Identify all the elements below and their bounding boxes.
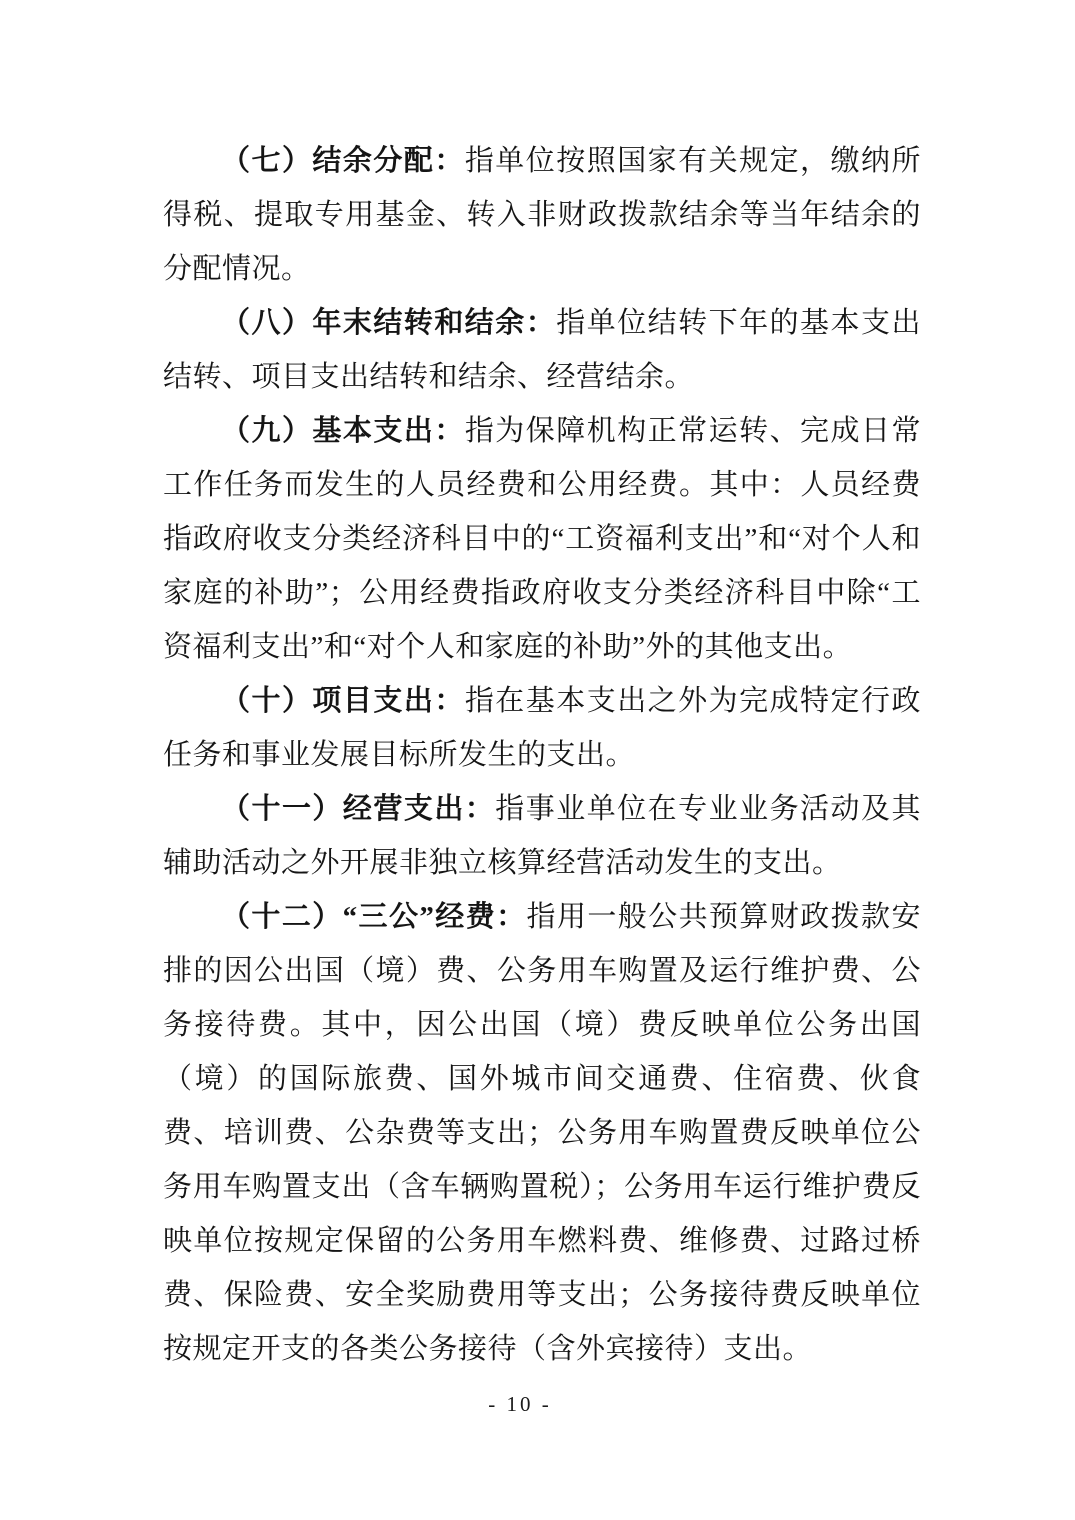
paragraph-heading: （七）结余分配： xyxy=(221,145,465,177)
paragraph-text: 指在基本支出之外为完成特定行政任务和事业发展目标所发生的支出。 xyxy=(163,685,921,771)
paragraph-item-9 xyxy=(163,404,921,674)
page-number: - 10 - xyxy=(488,1392,552,1416)
paragraph-item-8 xyxy=(163,296,921,404)
paragraph-text: 指事业单位在专业业务活动及其辅助活动之外开展非独立核算经营活动发生的支出。 xyxy=(163,793,921,879)
paragraph-heading: （十）项目支出： xyxy=(221,685,465,717)
paragraph-item-11 xyxy=(163,782,921,890)
paragraph-heading: （八）年末结转和结余： xyxy=(221,307,557,339)
paragraph-item-7 xyxy=(163,134,921,296)
paragraph-item-10 xyxy=(163,674,921,782)
paragraph-text: 指单位按照国家有关规定，缴纳所得税、提取专用基金、转入非财政拨款结余等当年结余的分配情况。 xyxy=(163,145,921,285)
paragraph-text: 指用一般公共预算财政拨款安排的因公出国（境）费、公务用车购置及运行维护费、公务接待费。其中，因公出国（境）费反映单位公务出国（境）的国际旅费、国外城市间交通费、住宿费、伙食费、培训费、公杂费等支出；公务用车购置费反映单位公务用车购置支出（含车辆购置税）；公务用车运行维护费反映单位按规定保留的公务用车燃料费、维修费、过路过桥费、保险费、安全奖励费用等支出；公务接待费反映单位按规定开支的各类公务接待（含外宾接待）支出。 xyxy=(163,901,921,1365)
paragraph-heading: （十一）经营支出： xyxy=(221,793,496,825)
document-body xyxy=(163,134,921,1376)
paragraph-text: 指为保障机构正常运转、完成日常工作任务而发生的人员经费和公用经费。其中：人员经费指政府收支分类经济科目中的“工资福利支出”和“对个人和家庭的补助”；公用经费指政府收支分类经济科目中除“工资福利支出”和“对个人和家庭的补助”外的其他支出。 xyxy=(163,415,921,663)
paragraph-text: 指单位结转下年的基本支出结转、项目支出结转和结余、经营结余。 xyxy=(163,307,921,393)
paragraph-heading: （九）基本支出： xyxy=(221,415,465,447)
paragraph-item-12 xyxy=(163,890,921,1376)
paragraph-heading: （十二）“三公”经费： xyxy=(221,901,527,933)
